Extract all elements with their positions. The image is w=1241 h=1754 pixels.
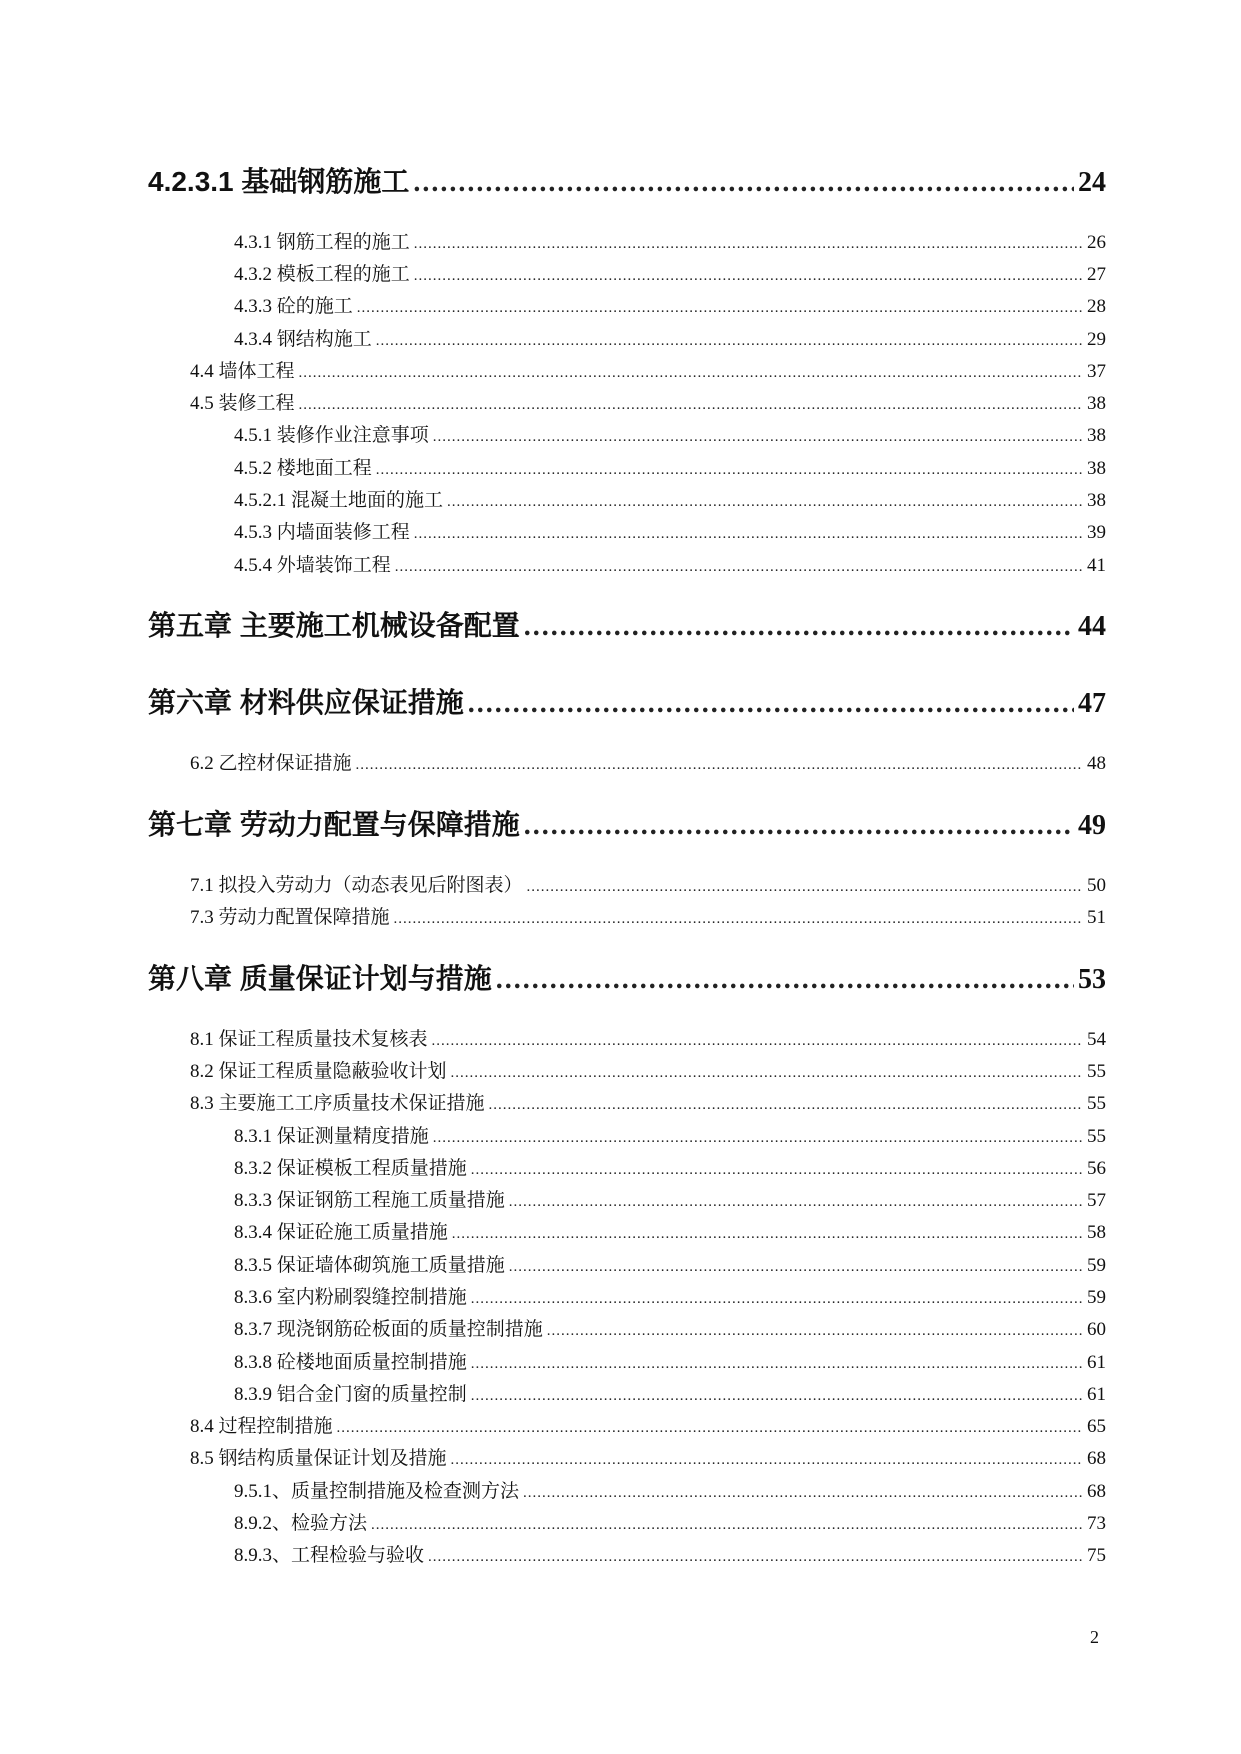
- toc-entry-label: 8.3.6 室内粉刷裂缝控制措施: [234, 1287, 467, 1308]
- toc-entry-page: 58: [1087, 1222, 1106, 1243]
- dot-leader: [471, 1162, 1083, 1179]
- toc-entry-page: 38: [1087, 458, 1106, 479]
- toc-entry-page: 39: [1087, 522, 1106, 543]
- toc-entry[interactable]: [190, 388, 1106, 415]
- dot-leader: [414, 268, 1083, 285]
- toc-entry[interactable]: [234, 1476, 1106, 1503]
- toc-entry[interactable]: [234, 1121, 1106, 1148]
- page-number: 2: [1090, 1627, 1099, 1647]
- toc-entry[interactable]: [234, 291, 1106, 318]
- dot-leader: [428, 1549, 1083, 1566]
- toc-entry-label: 7.3 劳动力配置保障措施: [190, 907, 390, 928]
- toc-entry-page: 28: [1087, 296, 1106, 317]
- toc-entry[interactable]: [234, 1347, 1106, 1374]
- toc-entry-label: 8.2 保证工程质量隐蔽验收计划: [190, 1061, 447, 1082]
- toc-entry-page: 59: [1087, 1287, 1106, 1308]
- toc-entry-page: 55: [1087, 1126, 1106, 1147]
- toc-entry-page: 54: [1087, 1029, 1106, 1050]
- dot-leader: [433, 429, 1083, 446]
- toc-entry-label: 第六章 材料供应保证措施: [148, 687, 464, 718]
- toc-entry-page: 26: [1087, 232, 1106, 253]
- toc-entry-page: 44: [1078, 611, 1106, 642]
- toc-entry-label: 8.1 保证工程质量技术复核表: [190, 1029, 428, 1050]
- toc-entry[interactable]: [234, 550, 1106, 577]
- toc-entry[interactable]: [190, 870, 1106, 897]
- toc-entry-label: 第八章 质量保证计划与措施: [148, 963, 492, 994]
- toc-entry[interactable]: [234, 324, 1106, 351]
- toc-entry-label: 8.3.8 砼楼地面质量控制措施: [234, 1352, 467, 1373]
- toc-entry[interactable]: [234, 1540, 1106, 1567]
- toc-entry-label: 9.5.1、质量控制措施及检查测方法: [234, 1481, 520, 1502]
- dot-leader: [414, 236, 1083, 253]
- dot-leader: [394, 911, 1083, 928]
- dot-leader: [432, 1033, 1083, 1050]
- toc-entry[interactable]: [190, 1024, 1106, 1051]
- dot-leader: [471, 1356, 1083, 1373]
- dot-leader: [376, 462, 1083, 479]
- dot-leader: [376, 333, 1083, 350]
- dot-leader: [414, 526, 1083, 543]
- toc-entry-label: 8.3.3 保证钢筋工程施工质量措施: [234, 1190, 505, 1211]
- toc-entry[interactable]: [234, 1379, 1106, 1406]
- dot-leader: [468, 688, 1074, 720]
- toc-entry-page: 27: [1087, 264, 1106, 285]
- toc-entry-label: 8.9.3、工程检验与验收: [234, 1545, 425, 1566]
- toc-entry[interactable]: [190, 902, 1106, 929]
- toc-entry-label: 4.3.3 砼的施工: [234, 296, 353, 317]
- dot-leader: [509, 1259, 1083, 1276]
- toc-entry[interactable]: [234, 1314, 1106, 1341]
- dot-leader: [471, 1291, 1083, 1308]
- dot-leader: [509, 1194, 1083, 1211]
- toc-entry-label: 8.3.1 保证测量精度措施: [234, 1126, 429, 1147]
- toc-entry[interactable]: [190, 1443, 1106, 1470]
- toc-entry[interactable]: [190, 356, 1106, 383]
- dot-leader: [527, 879, 1083, 896]
- toc-entry[interactable]: [234, 1153, 1106, 1180]
- dot-leader: [337, 1420, 1083, 1437]
- dot-leader: [357, 300, 1083, 317]
- toc-entry[interactable]: [148, 803, 1106, 843]
- toc-entry[interactable]: [190, 1088, 1106, 1115]
- toc-entry-label: 7.1 拟投入劳动力（动态表见后附图表）: [190, 875, 523, 896]
- toc-entry[interactable]: [234, 1508, 1106, 1535]
- toc-entry-label: 4.5.2.1 混凝土地面的施工: [234, 490, 444, 511]
- toc-entry-page: 50: [1087, 875, 1106, 896]
- toc-entry-page: 38: [1087, 425, 1106, 446]
- dot-leader: [451, 1065, 1083, 1082]
- toc-entry[interactable]: [234, 1217, 1106, 1244]
- dot-leader: [371, 1517, 1083, 1534]
- toc-entry-label: 8.5 钢结构质量保证计划及措施: [190, 1448, 447, 1469]
- toc-entry-page: 48: [1087, 753, 1106, 774]
- toc-entry[interactable]: [234, 420, 1106, 447]
- toc-entry-label: 4.5.4 外墙装饰工程: [234, 555, 391, 576]
- toc-entry[interactable]: [234, 1250, 1106, 1277]
- toc-entry[interactable]: [234, 1282, 1106, 1309]
- toc-entry-label: 4.2.3.1 基础钢筋施工: [148, 166, 410, 197]
- toc-entry-label: 8.4 过程控制措施: [190, 1416, 333, 1437]
- toc-entry-page: 37: [1087, 361, 1106, 382]
- toc-entry-label: 8.3.7 现浇钢筋砼板面的质量控制措施: [234, 1319, 543, 1340]
- toc-entry-page: 61: [1087, 1384, 1106, 1405]
- dot-leader: [299, 365, 1083, 382]
- toc-entry-page: 73: [1087, 1513, 1106, 1534]
- toc-entry-label: 4.5.2 楼地面工程: [234, 458, 372, 479]
- dot-leader: [489, 1097, 1083, 1114]
- toc-entry-label: 8.3.5 保证墙体砌筑施工质量措施: [234, 1255, 505, 1276]
- toc-entry-label: 第七章 劳动力配置与保障措施: [148, 809, 520, 840]
- toc-entry[interactable]: [234, 485, 1106, 512]
- dot-leader: [413, 167, 1074, 199]
- toc-entry-label: 8.9.2、检验方法: [234, 1513, 368, 1534]
- toc-entry-label: 4.3.4 钢结构施工: [234, 329, 372, 350]
- dot-leader: [299, 397, 1083, 414]
- toc-entry-label: 4.3.1 钢筋工程的施工: [234, 232, 410, 253]
- toc-entry-page: 51: [1087, 907, 1106, 928]
- dot-leader: [452, 1226, 1083, 1243]
- toc-entry-page: 55: [1087, 1093, 1106, 1114]
- toc-entry[interactable]: [148, 957, 1106, 997]
- toc-entry-page: 75: [1087, 1545, 1106, 1566]
- toc-entry-label: 8.3.2 保证模板工程质量措施: [234, 1158, 467, 1179]
- dot-leader: [524, 810, 1074, 842]
- dot-leader: [395, 559, 1083, 576]
- dot-leader: [523, 1485, 1083, 1502]
- dot-leader: [451, 1452, 1083, 1469]
- dot-leader: [547, 1323, 1083, 1340]
- toc-entry-page: 49: [1078, 810, 1106, 841]
- toc-entry-label: 6.2 乙控材保证措施: [190, 753, 352, 774]
- dot-leader: [447, 494, 1083, 511]
- toc-entry-page: 41: [1087, 555, 1106, 576]
- toc-entry-page: 55: [1087, 1061, 1106, 1082]
- toc-entry-page: 29: [1087, 329, 1106, 350]
- dot-leader: [524, 611, 1074, 643]
- toc-entry-page: 60: [1087, 1319, 1106, 1340]
- toc-entry-page: 68: [1087, 1448, 1106, 1469]
- dot-leader: [356, 757, 1083, 774]
- toc-entry-page: 24: [1078, 167, 1106, 198]
- toc-entry-label: 8.3.4 保证砼施工质量措施: [234, 1222, 448, 1243]
- toc-entry-page: 47: [1078, 688, 1106, 719]
- toc-entry[interactable]: [190, 1056, 1106, 1083]
- toc-entry-page: 59: [1087, 1255, 1106, 1276]
- toc-entry-label: 4.5 装修工程: [190, 393, 295, 414]
- toc-entry-label: 4.3.2 模板工程的施工: [234, 264, 410, 285]
- toc-entry-label: 4.5.1 装修作业注意事项: [234, 425, 429, 446]
- toc-entry[interactable]: [234, 259, 1106, 286]
- toc-entry[interactable]: [148, 681, 1106, 721]
- toc-entry-page: 53: [1078, 964, 1106, 995]
- toc-entry-label: 第五章 主要施工机械设备配置: [148, 610, 520, 641]
- toc-entry-page: 56: [1087, 1158, 1106, 1179]
- toc-entry[interactable]: [190, 1411, 1106, 1438]
- toc-entry[interactable]: [148, 160, 1106, 200]
- toc-entry[interactable]: [234, 453, 1106, 480]
- toc-entry[interactable]: [234, 1185, 1106, 1212]
- toc-entry-label: 4.5.3 内墙面装修工程: [234, 522, 410, 543]
- toc-entry-page: 61: [1087, 1352, 1106, 1373]
- toc-entry-page: 57: [1087, 1190, 1106, 1211]
- toc-entry-label: 8.3.9 铝合金门窗的质量控制: [234, 1384, 467, 1405]
- toc-entry-page: 38: [1087, 490, 1106, 511]
- toc-entry[interactable]: [190, 748, 1106, 775]
- dot-leader: [496, 964, 1074, 996]
- toc-entry[interactable]: [234, 227, 1106, 254]
- dot-leader: [433, 1130, 1083, 1147]
- toc-entry[interactable]: [234, 517, 1106, 544]
- toc-entry-page: 65: [1087, 1416, 1106, 1437]
- dot-leader: [471, 1388, 1083, 1405]
- toc-entry-label: 8.3 主要施工工序质量技术保证措施: [190, 1093, 485, 1114]
- toc-entry-label: 4.4 墙体工程: [190, 361, 295, 382]
- toc-entry-page: 38: [1087, 393, 1106, 414]
- toc-entry-page: 68: [1087, 1481, 1106, 1502]
- toc-entry[interactable]: [148, 604, 1106, 644]
